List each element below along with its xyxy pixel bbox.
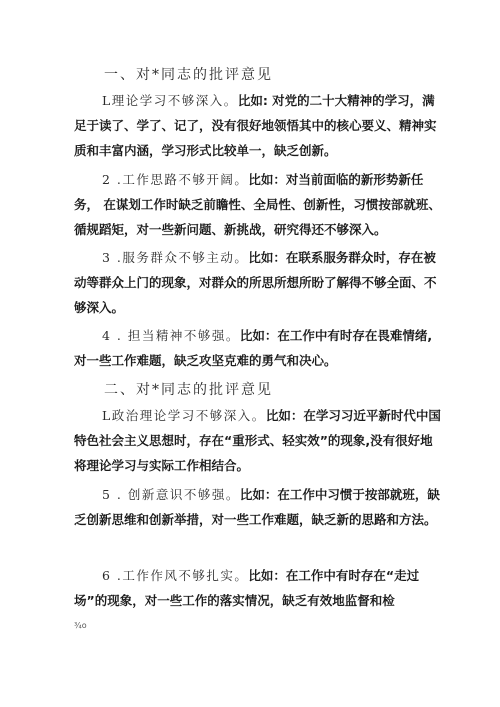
item-text: 比如：在学习习近平新时代中国特色社会主义思想时，存在“重形式、轻实效”的现象,没有很好地将理论学习与实际工作相结合。: [74, 408, 441, 473]
section-2-item-1: [74, 403, 444, 478]
item-text: 比如：在联系服务群众时，存在被动等群众上门的现象，对群众的所思所想所盼了解得不够全面、不够深入。: [74, 250, 437, 315]
item-lead: 5 . 创新意识不够强。: [102, 487, 240, 502]
item-text: 比如：在工作中习惯于按部就班，缺乏创新思维和创新举措，对一些工作难题，缺乏新的思路和方法。: [74, 487, 440, 527]
item-text: 比如：对当前面临的新形势新任务， 在谋划工作时缺乏前瞻性、全局性、创新性，习惯按部就班、循规蹈矩，对一些新问题、新挑战，研究得还不够深入。: [74, 172, 441, 237]
item-lead: 2 .工作思路不够开阔。: [102, 172, 249, 187]
item-text: 比如: 对党的二十大精神的学习，满足于读了、学了、记了，没有很好地领悟其中的核心要义、精神实质和丰富内涵，学习形式比较单一，缺乏创新。: [74, 93, 437, 158]
item-text: 比如：在工作中有时存在畏难情绪,对一些工作难题，缺乏攻坚克难的勇气和决心。: [74, 328, 433, 368]
item-lead: 6 .工作作风不够扎实。: [102, 568, 249, 583]
section-2-item-2: [74, 482, 444, 532]
item-lead: 4 . 担当精神不够强。: [102, 328, 240, 343]
section-1-item-4: [74, 323, 444, 373]
item-lead: L政治理论学习不够深入。: [102, 408, 266, 423]
page-footer-mark: ¾o: [74, 621, 87, 630]
section-2-heading: 二、对*同志的批评意见: [104, 382, 273, 398]
section-1-item-2: [74, 167, 444, 242]
item-text: 比如：在工作中有时存在“走过场”的现象，对一些工作的落实情况，缺乏有效地监督和检: [74, 568, 420, 608]
section-1-heading: 一、对*同志的批评意见: [104, 67, 273, 83]
item-lead: L理论学习不够深入。: [102, 93, 238, 108]
section-1-item-1: [74, 88, 444, 163]
item-lead: 3 .服务群众不够主动。: [102, 250, 249, 265]
section-2-item-3: [74, 563, 444, 613]
section-1-item-3: [74, 245, 444, 320]
